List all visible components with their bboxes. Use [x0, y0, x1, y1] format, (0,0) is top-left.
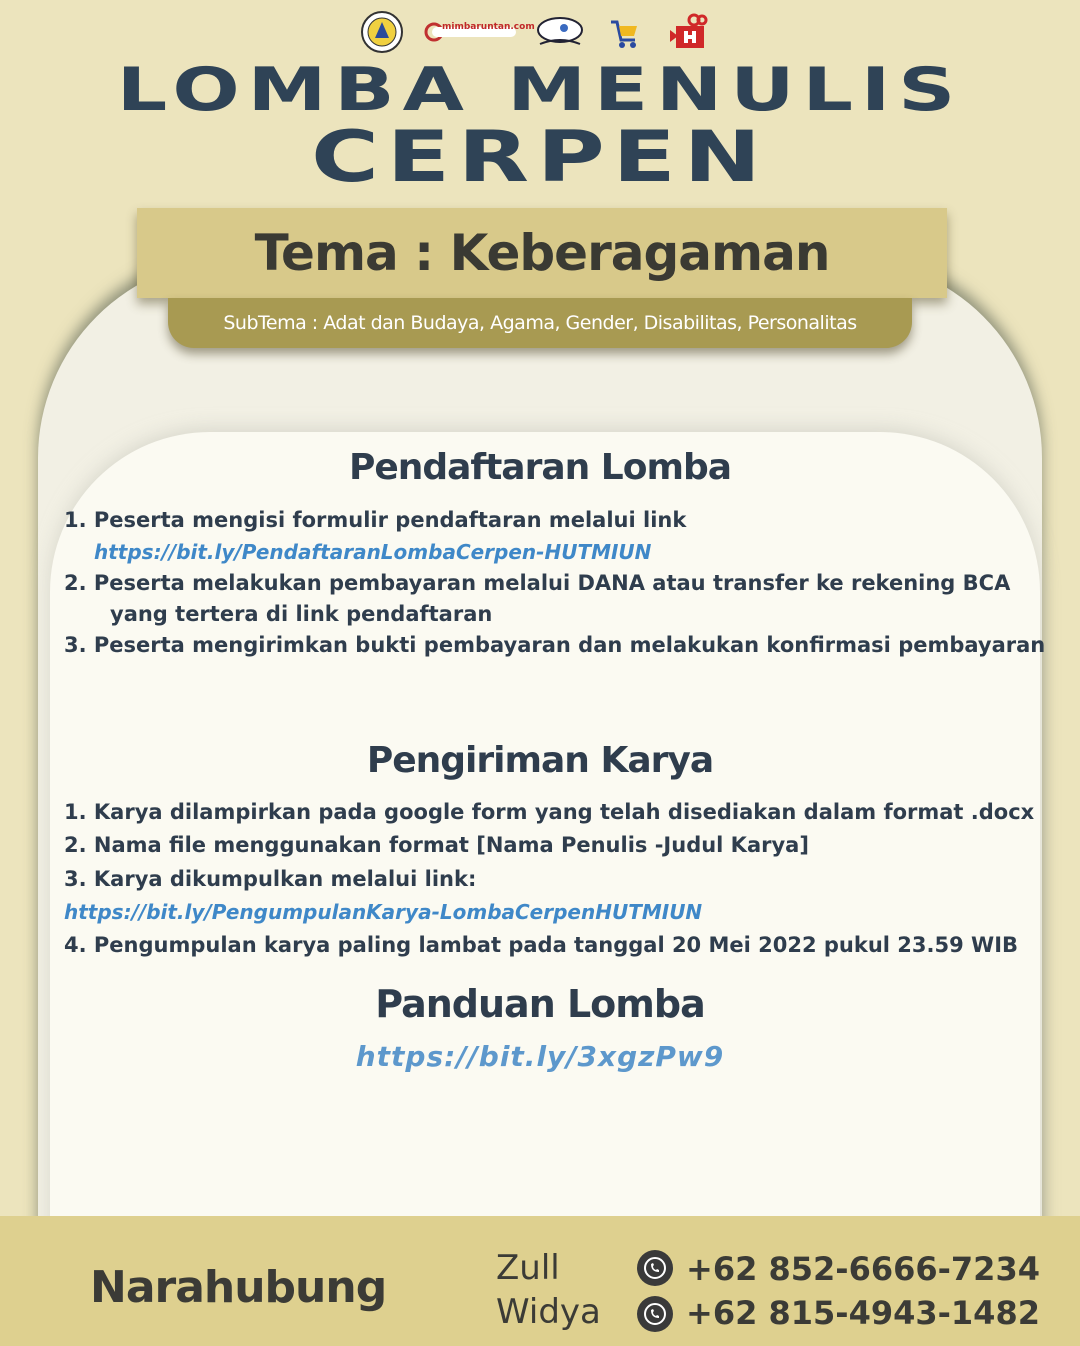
- contact-name: Widya: [496, 1292, 601, 1332]
- list-item: [64, 833, 809, 857]
- theme-banner: [137, 208, 947, 298]
- sponsor-logos: [0, 10, 1080, 58]
- list-item: [64, 508, 686, 532]
- item-text: Peserta mengisi formulir pendaftaran melalui link: [93, 508, 687, 532]
- item-text: Peserta mengirimkan bukti pembayaran dan melakukan konfirmasi pembayaran: [93, 633, 1046, 657]
- item-text: Karya dikumpulkan melalui link:: [93, 867, 477, 891]
- list-item: [64, 800, 1034, 824]
- university-seal-logo: [358, 10, 406, 54]
- subtheme-banner: [168, 298, 912, 348]
- registration-link[interactable]: https://bit.ly/PendaftaranLombaCerpen-HUTMIUN: [94, 540, 652, 564]
- item-text: Nama file menggunakan format [Nama Penulis -Judul Karya]: [93, 833, 809, 857]
- film-logo: [664, 10, 710, 54]
- contact-name: Zull: [496, 1248, 560, 1288]
- mimbar-untan-text: mimbaruntan.com: [442, 22, 535, 32]
- kuntan-logo: [532, 10, 588, 54]
- list-item: [64, 867, 476, 891]
- item-number: 2.: [64, 571, 87, 595]
- subtheme-text: SubTema : Adat dan Budaya, Agama, Gender, Disabilitas, Personalitas: [223, 312, 857, 334]
- mimbar-untan-logo: [424, 10, 535, 54]
- registration-heading: Pendaftaran Lomba: [348, 447, 732, 488]
- theme-text: Tema : Keberagaman: [254, 224, 830, 282]
- shopping-cart-logo: [604, 10, 644, 54]
- item-number: 2.: [64, 833, 87, 857]
- whatsapp-icon: [637, 1250, 673, 1286]
- list-item: [64, 633, 1045, 657]
- contact-label: Narahubung: [90, 1262, 387, 1313]
- whatsapp-icon: [637, 1296, 673, 1332]
- item-number: 1.: [64, 800, 87, 824]
- item-number: 1.: [64, 508, 87, 532]
- submission-link[interactable]: https://bit.ly/PengumpulanKarya-LombaCerpenHUTMIUN: [64, 900, 703, 924]
- guide-heading: Panduan Lomba: [375, 982, 705, 1026]
- list-item: [64, 571, 1010, 595]
- list-item: [64, 933, 1018, 957]
- item-text: Karya dilampirkan pada google form yang telah disediakan dalam format .docx: [93, 800, 1035, 824]
- item-number: 4.: [64, 933, 87, 957]
- submission-heading: Pengiriman Karya: [366, 740, 714, 781]
- contact-phone[interactable]: +62 852-6666-7234: [686, 1250, 1040, 1288]
- guide-link[interactable]: https://bit.ly/3xgzPw9: [355, 1040, 725, 1073]
- main-title-line2: CERPEN: [311, 116, 769, 198]
- item-number: 3.: [64, 633, 87, 657]
- item-text: Pengumpulan karya paling lambat pada tanggal 20 Mei 2022 pukul 23.59 WIB: [93, 933, 1019, 957]
- contact-phone[interactable]: +62 815-4943-1482: [686, 1294, 1040, 1332]
- item-number: 3.: [64, 867, 87, 891]
- item-text-continued: yang tertera di link pendaftaran: [110, 602, 493, 626]
- item-text: Peserta melakukan pembayaran melalui DANA atau transfer ke rekening BCA: [93, 571, 1011, 595]
- main-title-line1: LOMBA MENULIS: [116, 55, 964, 125]
